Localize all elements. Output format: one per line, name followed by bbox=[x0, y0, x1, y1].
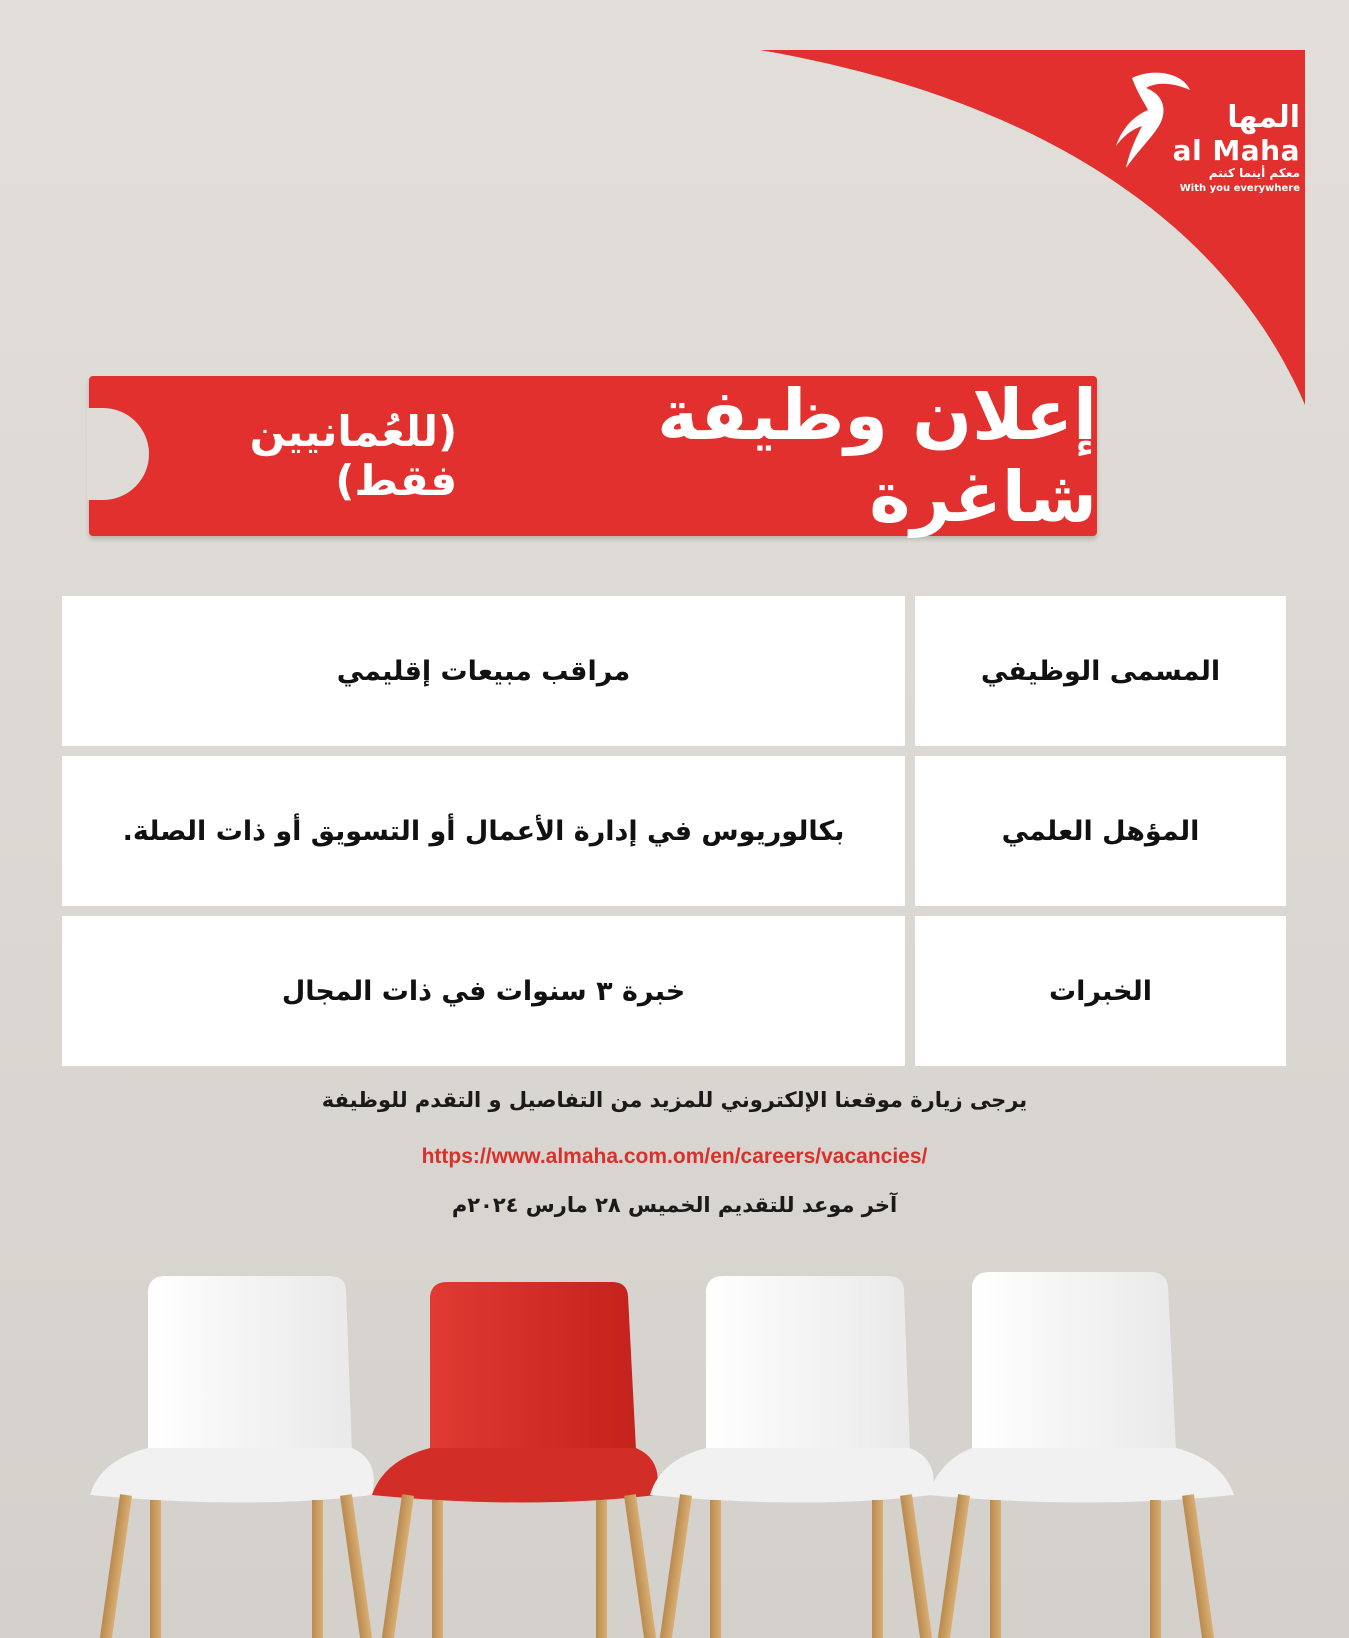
chair-white-2 bbox=[650, 1276, 934, 1638]
chair-red bbox=[372, 1282, 658, 1638]
qualification-value: بكالوريوس في إدارة الأعمال أو التسويق أو ذات الصلة. bbox=[62, 756, 905, 906]
brand-name-arabic: المها bbox=[1227, 100, 1300, 135]
visit-website-text: يرجى زيارة موقعنا الإلكتروني للمزيد من التفاصيل و التقدم للوظيفة bbox=[321, 1088, 1028, 1112]
brand-tagline-arabic: معكم أينما كنتم bbox=[1208, 166, 1300, 180]
table-row bbox=[62, 916, 1286, 1066]
table-row bbox=[62, 756, 1286, 906]
banner-heading bbox=[149, 376, 1097, 536]
experience-label: الخبرات bbox=[915, 916, 1286, 1066]
brand-tagline-english: With you everywhere bbox=[1179, 183, 1300, 194]
banner-title: إعلان وظيفة شاغرة bbox=[657, 374, 1097, 538]
banner-notch bbox=[87, 408, 149, 500]
experience-value: خبرة ٣ سنوات في ذات المجال bbox=[62, 916, 905, 1066]
chair-white-3 bbox=[928, 1272, 1234, 1638]
banner-subtitle: (للعُمانيين فقط) bbox=[249, 407, 458, 505]
brand-name-english: al Maha bbox=[1172, 134, 1300, 167]
deadline-text: آخر موعد للتقديم الخميس ٢٨ مارس ٢٠٢٤م bbox=[451, 1193, 898, 1217]
brand-logo[interactable] bbox=[1120, 62, 1300, 202]
careers-link[interactable]: https://www.almaha.com.om/en/careers/vacancies/ bbox=[421, 1145, 928, 1168]
table-row bbox=[62, 596, 1286, 746]
chairs-illustration bbox=[0, 1270, 1349, 1638]
qualification-label: المؤهل العلمي bbox=[915, 756, 1286, 906]
vacancy-banner bbox=[89, 376, 1097, 536]
job-title-value: مراقب مبيعات إقليمي bbox=[62, 596, 905, 746]
chair-white-1 bbox=[90, 1276, 374, 1638]
job-title-label: المسمى الوظيفي bbox=[915, 596, 1286, 746]
